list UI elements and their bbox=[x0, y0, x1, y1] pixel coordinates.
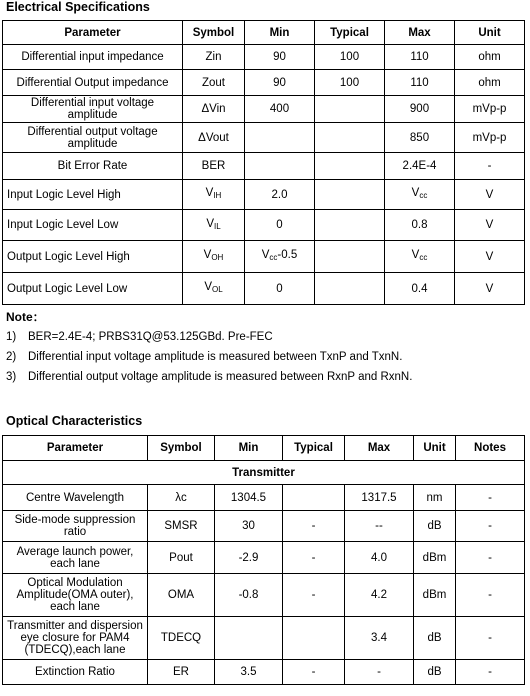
cell-max: 3.4 bbox=[345, 617, 414, 660]
cell-max: 4.0 bbox=[345, 542, 414, 574]
table-row bbox=[3, 511, 525, 542]
cell-min bbox=[245, 241, 315, 273]
header-symbol: Symbol bbox=[183, 21, 245, 45]
cell-param: Differential input impedance bbox=[3, 45, 183, 70]
max-sub: cc bbox=[419, 191, 428, 200]
table-row bbox=[3, 241, 525, 273]
cell-typ: 100 bbox=[315, 45, 385, 70]
table-row bbox=[3, 574, 525, 617]
min-sub: cc bbox=[269, 253, 278, 262]
header-notes: Notes bbox=[456, 436, 525, 461]
table-row bbox=[3, 273, 525, 305]
table-row bbox=[3, 210, 525, 241]
cell-max: 110 bbox=[385, 45, 455, 70]
cell-symbol: SMSR bbox=[148, 511, 215, 542]
cell-max bbox=[385, 180, 455, 210]
cell-param: Output Logic Level High bbox=[3, 241, 183, 273]
cell-typ bbox=[315, 123, 385, 153]
cell-param: Differential Output impedance bbox=[3, 70, 183, 96]
header-typical: Typical bbox=[315, 21, 385, 45]
cell-param: Transmitter and dispersion eye closure for PAM4 (TDECQ),each lane bbox=[3, 617, 148, 660]
symbol-sub: OH bbox=[211, 253, 224, 262]
cell-typ bbox=[315, 96, 385, 123]
cell-typ bbox=[315, 273, 385, 305]
note-number: 3) bbox=[6, 371, 17, 383]
cell-symbol: OMA bbox=[148, 574, 215, 617]
table-row bbox=[3, 485, 525, 511]
symbol-main: V bbox=[206, 217, 214, 230]
note-text: Differential output voltage amplitude is measured between RxnP and RxnN. bbox=[28, 371, 413, 383]
cell-min: 90 bbox=[245, 70, 315, 96]
table-row bbox=[3, 70, 525, 96]
cell-unit: dBm bbox=[414, 542, 456, 574]
cell-max: 850 bbox=[385, 123, 455, 153]
table-row bbox=[3, 542, 525, 574]
cell-min: 30 bbox=[215, 511, 283, 542]
cell-symbol: ER bbox=[148, 660, 215, 685]
cell-symbol bbox=[183, 273, 245, 305]
electrical-title: Electrical Specifications bbox=[6, 0, 150, 14]
cell-typ: - bbox=[283, 660, 345, 685]
cell-unit: ohm bbox=[455, 70, 525, 96]
cell-param: Output Logic Level Low bbox=[3, 273, 183, 305]
header-symbol: Symbol bbox=[148, 436, 215, 461]
cell-min: 2.0 bbox=[245, 180, 315, 210]
header-parameter: Parameter bbox=[3, 436, 148, 461]
cell-symbol: BER bbox=[183, 153, 245, 180]
min-suffix: -0.5 bbox=[277, 249, 298, 261]
cell-notes: - bbox=[456, 617, 525, 660]
cell-typ bbox=[315, 210, 385, 241]
cell-symbol: ΔVout bbox=[183, 123, 245, 153]
cell-symbol: Zin bbox=[183, 45, 245, 70]
cell-symbol: Pout bbox=[148, 542, 215, 574]
cell-symbol: λc bbox=[148, 485, 215, 511]
cell-typ bbox=[315, 241, 385, 273]
cell-symbol: ΔVin bbox=[183, 96, 245, 123]
table-row bbox=[3, 660, 525, 685]
cell-min: 1304.5 bbox=[215, 485, 283, 511]
cell-unit: dBm bbox=[414, 574, 456, 617]
max-sub: cc bbox=[419, 253, 428, 262]
header-min: Min bbox=[215, 436, 283, 461]
cell-max: 0.8 bbox=[385, 210, 455, 241]
note-text: Differential input voltage amplitude is measured between TxnP and TxnN. bbox=[28, 351, 403, 363]
header-max: Max bbox=[345, 436, 414, 461]
note-number: 1) bbox=[6, 331, 17, 343]
cell-unit: nm bbox=[414, 485, 456, 511]
cell-min bbox=[245, 123, 315, 153]
cell-symbol: Zout bbox=[183, 70, 245, 96]
table-row bbox=[3, 96, 525, 123]
cell-typ bbox=[315, 153, 385, 180]
cell-param: Bit Error Rate bbox=[3, 153, 183, 180]
symbol-sub: IH bbox=[213, 191, 222, 200]
header-min: Min bbox=[245, 21, 315, 45]
cell-min: 90 bbox=[245, 45, 315, 70]
cell-param: Input Logic Level Low bbox=[3, 210, 183, 241]
cell-min bbox=[245, 153, 315, 180]
cell-param: Centre Wavelength bbox=[3, 485, 148, 511]
symbol-main: V bbox=[203, 249, 212, 261]
cell-notes: - bbox=[456, 542, 525, 574]
cell-typ bbox=[283, 617, 345, 660]
cell-notes: - bbox=[456, 511, 525, 542]
cell-unit: dB bbox=[414, 617, 456, 660]
cell-min: 0 bbox=[245, 273, 315, 305]
symbol-sub: OL bbox=[212, 285, 223, 294]
header-parameter: Parameter bbox=[3, 21, 183, 45]
cell-min: -0.8 bbox=[215, 574, 283, 617]
cell-unit: mVp-p bbox=[455, 123, 525, 153]
cell-param: Differential input voltage amplitude bbox=[3, 96, 183, 123]
cell-typ: - bbox=[283, 511, 345, 542]
cell-typ: 100 bbox=[315, 70, 385, 96]
cell-symbol bbox=[183, 210, 245, 241]
cell-max: 4.2 bbox=[345, 574, 414, 617]
header-max: Max bbox=[385, 21, 455, 45]
note-item bbox=[6, 331, 273, 343]
cell-min: 3.5 bbox=[215, 660, 283, 685]
cell-param: Extinction Ratio bbox=[3, 660, 148, 685]
table-row bbox=[3, 123, 525, 153]
cell-unit: dB bbox=[414, 511, 456, 542]
cell-unit: ohm bbox=[455, 45, 525, 70]
note-number: 2) bbox=[6, 351, 17, 363]
table-row bbox=[3, 153, 525, 180]
notes-title: Note： bbox=[6, 310, 45, 324]
cell-max: 110 bbox=[385, 70, 455, 96]
header-typical: Typical bbox=[283, 436, 345, 461]
cell-typ: - bbox=[283, 574, 345, 617]
section-row bbox=[3, 461, 525, 485]
cell-notes: - bbox=[456, 485, 525, 511]
cell-min: 0 bbox=[245, 210, 315, 241]
cell-unit: - bbox=[455, 153, 525, 180]
cell-param: Differential output voltage amplitude bbox=[3, 123, 183, 153]
cell-symbol bbox=[183, 180, 245, 210]
table-row bbox=[3, 617, 525, 660]
cell-unit: V bbox=[455, 273, 525, 305]
cell-symbol: TDECQ bbox=[148, 617, 215, 660]
note-item bbox=[6, 351, 402, 363]
cell-typ: - bbox=[283, 542, 345, 574]
cell-unit: V bbox=[455, 210, 525, 241]
note-text: BER=2.4E-4; PRBS31Q@53.125GBd. Pre-FEC bbox=[28, 331, 273, 343]
optical-header-row bbox=[3, 436, 525, 461]
cell-param: Input Logic Level High bbox=[3, 180, 183, 210]
header-unit: Unit bbox=[414, 436, 456, 461]
table-row bbox=[3, 180, 525, 210]
cell-max bbox=[385, 241, 455, 273]
cell-symbol bbox=[183, 241, 245, 273]
cell-max: -- bbox=[345, 511, 414, 542]
electrical-header-row bbox=[3, 21, 525, 45]
optical-table bbox=[2, 435, 525, 685]
cell-max: - bbox=[345, 660, 414, 685]
cell-min: 400 bbox=[245, 96, 315, 123]
max-main: V bbox=[411, 187, 420, 199]
cell-typ bbox=[283, 485, 345, 511]
min-main: V bbox=[261, 249, 270, 261]
header-unit: Unit bbox=[455, 21, 525, 45]
cell-min bbox=[215, 617, 283, 660]
cell-unit: V bbox=[455, 241, 525, 273]
symbol-main: V bbox=[205, 187, 214, 199]
cell-unit: dB bbox=[414, 660, 456, 685]
cell-param: Optical Modulation Amplitude(OMA outer), each lane bbox=[3, 574, 148, 617]
cell-min: -2.9 bbox=[215, 542, 283, 574]
cell-max: 900 bbox=[385, 96, 455, 123]
cell-unit: mVp-p bbox=[455, 96, 525, 123]
cell-notes: - bbox=[456, 574, 525, 617]
cell-param: Side-mode suppression ratio bbox=[3, 511, 148, 542]
symbol-sub: IL bbox=[214, 221, 221, 231]
cell-max: 0.4 bbox=[385, 273, 455, 305]
cell-max: 1317.5 bbox=[345, 485, 414, 511]
section-transmitter: Transmitter bbox=[3, 461, 525, 485]
symbol-main: V bbox=[204, 281, 212, 293]
note-item bbox=[6, 371, 412, 383]
electrical-table bbox=[2, 20, 525, 305]
cell-notes: - bbox=[456, 660, 525, 685]
cell-param: Average launch power, each lane bbox=[3, 542, 148, 574]
optical-title: Optical Characteristics bbox=[6, 414, 143, 428]
cell-unit: V bbox=[455, 180, 525, 210]
cell-max: 2.4E-4 bbox=[385, 153, 455, 180]
table-row bbox=[3, 45, 525, 70]
max-main: V bbox=[411, 249, 420, 261]
cell-typ bbox=[315, 180, 385, 210]
